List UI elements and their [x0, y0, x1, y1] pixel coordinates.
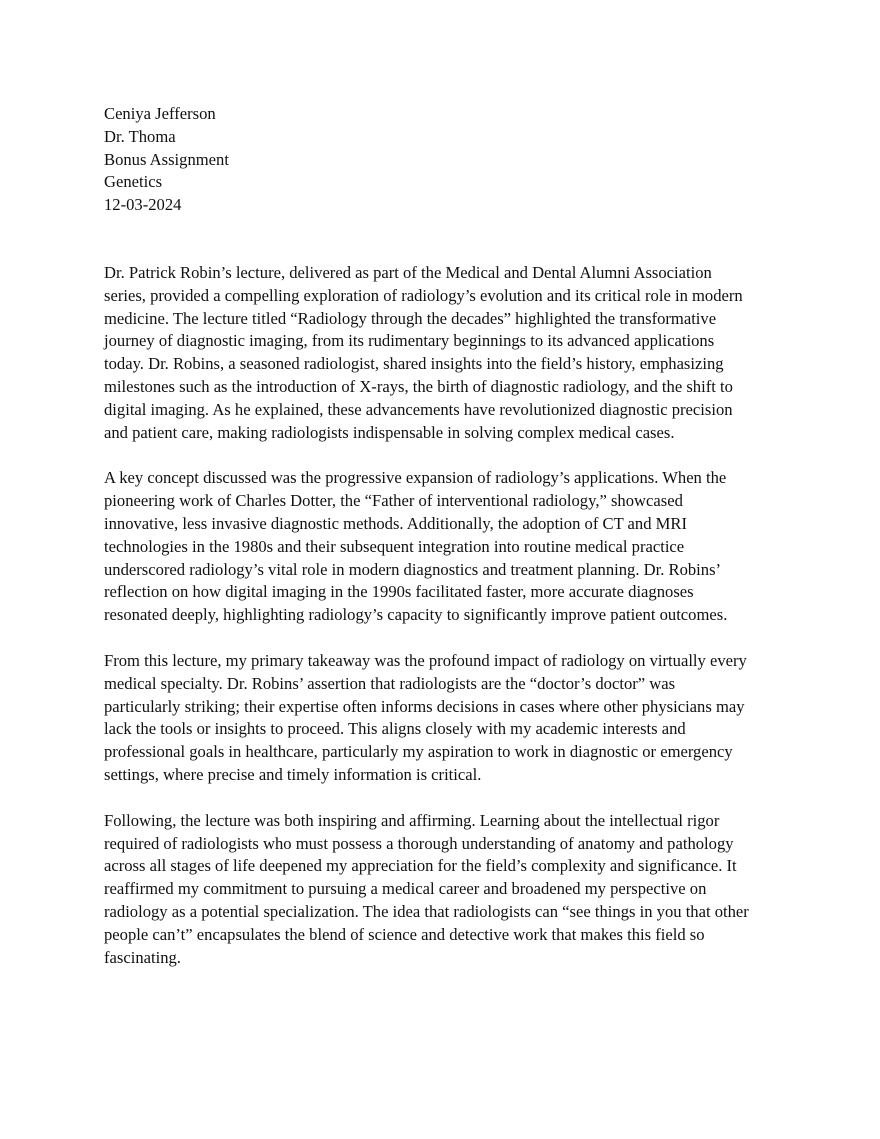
paragraph-line: From this lecture, my primary takeaway was the profound impact of radiology on virtually every: [104, 650, 747, 670]
document-header: [104, 103, 784, 217]
paragraph-line: technologies in the 1980s and their subsequent integration into routine medical practice: [104, 536, 685, 556]
paragraph-line: fascinating.: [104, 947, 181, 967]
paragraph-line: series, provided a compelling exploration of radiology’s evolution and its critical role in modern: [104, 285, 743, 305]
paragraph-line: lack the tools or insights to proceed. This aligns closely with my academic interests and: [104, 719, 686, 739]
paragraph-line: digital imaging. As he explained, these advancements have revolutionized diagnostic precision: [104, 399, 733, 419]
paragraph-line: radiology as a potential specialization. The idea that radiologists can “see things in you that other: [104, 901, 749, 921]
assignment-title: Bonus Assignment: [104, 149, 229, 169]
paragraph-line: particularly striking; their expertise often informs decisions in cases where other physicians may: [104, 696, 745, 716]
paragraph-line: reflection on how digital imaging in the 1990s facilitated faster, more accurate diagnoses: [104, 582, 694, 602]
paragraph-line: medicine. The lecture titled “Radiology through the decades” highlighted the transformative: [104, 308, 717, 328]
paragraph-2: [104, 467, 784, 627]
paragraph-line: medical specialty. Dr. Robins’ assertion that radiologists are the “doctor’s doctor” was: [104, 673, 676, 693]
paragraph-line: reaffirmed my commitment to pursuing a medical career and broadened my perspective on: [104, 879, 707, 899]
paragraph-line: required of radiologists who must possess a thorough understanding of anatomy and pathology: [104, 833, 734, 853]
paragraph-line: Dr. Patrick Robin’s lecture, delivered as part of the Medical and Dental Alumni Association: [104, 262, 712, 282]
paragraph-4: [104, 810, 784, 970]
paragraph-line: resonated deeply, highlighting radiology’s capacity to significantly improve patient outcomes.: [104, 605, 728, 625]
paragraph-line: people can’t” encapsulates the blend of science and detective work that makes this field so: [104, 924, 705, 944]
paragraph-line: journey of diagnostic imaging, from its rudimentary beginnings to its advanced applications: [104, 331, 715, 351]
paragraph-line: A key concept discussed was the progressive expansion of radiology’s applications. When the: [104, 468, 727, 488]
paragraph-line: underscored radiology’s vital role in modern diagnostics and treatment planning. Dr. Robins’: [104, 559, 722, 579]
paragraph-line: across all stages of life deepened my appreciation for the field’s complexity and significance. It: [104, 856, 737, 876]
paragraph-3: [104, 650, 784, 787]
paragraph-line: settings, where precise and timely information is critical.: [104, 764, 482, 784]
paragraph-line: pioneering work of Charles Dotter, the “Father of interventional radiology,” showcased: [104, 491, 683, 511]
course-name: Genetics: [104, 172, 163, 192]
paragraph-line: Following, the lecture was both inspiring and affirming. Learning about the intellectual rigor: [104, 810, 720, 830]
paragraph-line: and patient care, making radiologists indispensable in solving complex medical cases.: [104, 422, 675, 442]
author-name: Ceniya Jefferson: [104, 104, 216, 123]
paragraph-1: [104, 262, 784, 444]
paragraph-line: milestones such as the introduction of X-rays, the birth of diagnostic radiology, and the shift to: [104, 376, 733, 396]
paragraph-line: today. Dr. Robins, a seasoned radiologist, shared insights into the field’s history, emphasizing: [104, 354, 724, 374]
paragraph-line: professional goals in healthcare, particularly my aspiration to work in diagnostic or emergency: [104, 742, 733, 762]
paragraph-line: innovative, less invasive diagnostic methods. Additionally, the adoption of CT and MRI: [104, 513, 688, 533]
document-page: [104, 103, 784, 992]
instructor-name: Dr. Thoma: [104, 126, 176, 146]
document-date: 12-03-2024: [104, 195, 182, 215]
